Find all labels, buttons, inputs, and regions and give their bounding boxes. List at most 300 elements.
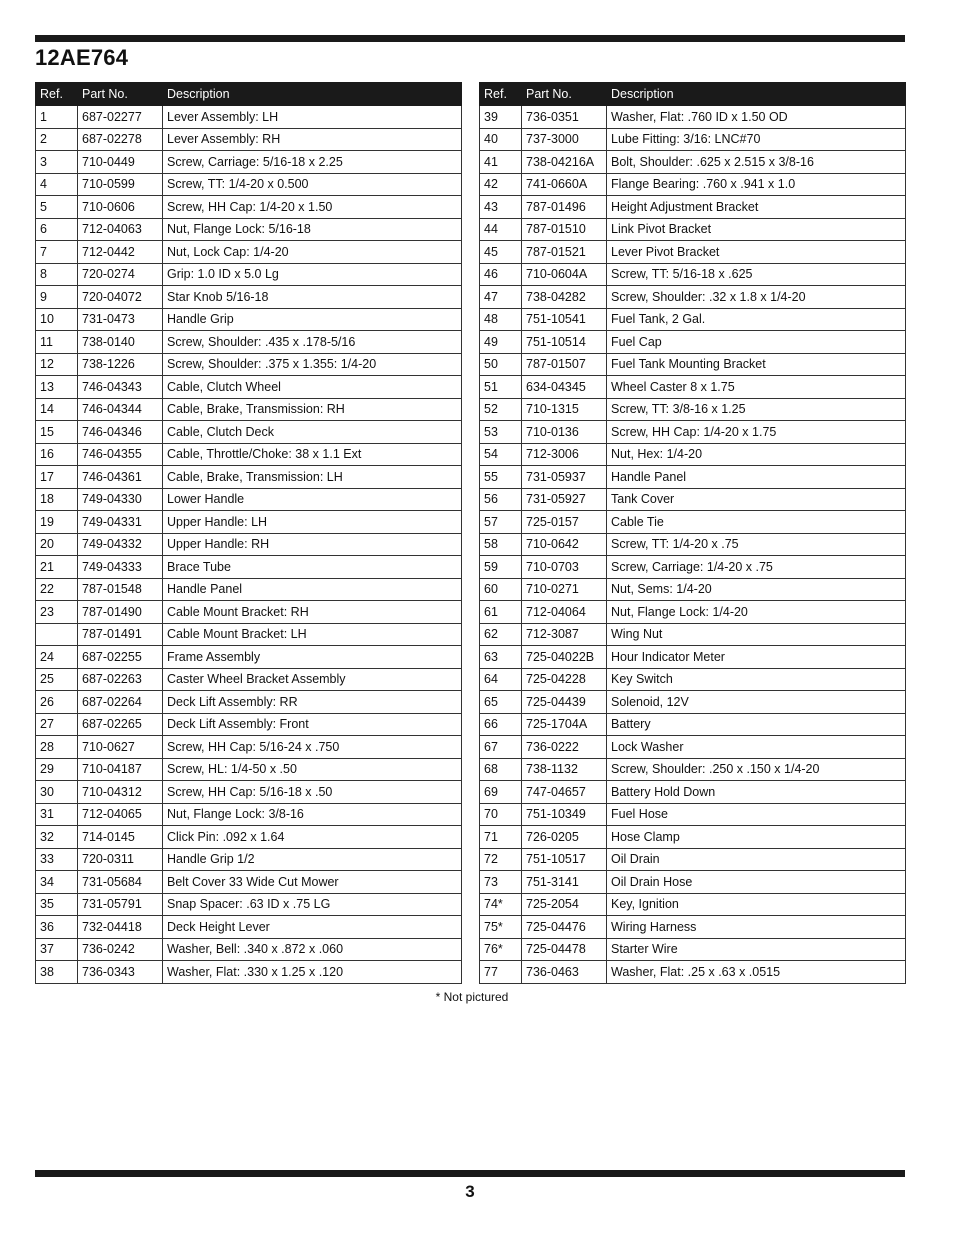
table-row bbox=[480, 466, 906, 489]
part-number-cell: 712-04063 bbox=[78, 218, 163, 241]
ref-cell: 15 bbox=[36, 421, 78, 444]
part-number-cell: 736-0463 bbox=[522, 961, 607, 984]
table-row bbox=[480, 758, 906, 781]
part-number-cell: 738-1132 bbox=[522, 758, 607, 781]
table-row bbox=[36, 173, 462, 196]
header-description: Description bbox=[607, 83, 906, 106]
ref-cell: 4 bbox=[36, 173, 78, 196]
ref-cell: 47 bbox=[480, 286, 522, 309]
part-number-cell: 710-0271 bbox=[522, 578, 607, 601]
part-number-cell: 714-0145 bbox=[78, 826, 163, 849]
description-cell: Fuel Cap bbox=[607, 331, 906, 354]
part-number-cell: 710-0642 bbox=[522, 533, 607, 556]
ref-cell: 39 bbox=[480, 106, 522, 129]
ref-cell: 21 bbox=[36, 556, 78, 579]
ref-cell: 60 bbox=[480, 578, 522, 601]
table-row bbox=[36, 151, 462, 174]
header-part-no: Part No. bbox=[78, 83, 163, 106]
ref-cell: 46 bbox=[480, 263, 522, 286]
description-cell: Fuel Tank, 2 Gal. bbox=[607, 308, 906, 331]
ref-cell: 67 bbox=[480, 736, 522, 759]
part-number-cell: 731-05684 bbox=[78, 871, 163, 894]
part-number-cell: 746-04346 bbox=[78, 421, 163, 444]
part-number-cell: 751-10514 bbox=[522, 331, 607, 354]
description-cell: Lever Assembly: RH bbox=[163, 128, 462, 151]
ref-cell: 56 bbox=[480, 488, 522, 511]
ref-cell: 57 bbox=[480, 511, 522, 534]
ref-cell: 49 bbox=[480, 331, 522, 354]
table-row bbox=[36, 443, 462, 466]
ref-cell: 33 bbox=[36, 848, 78, 871]
part-number-cell: 751-10349 bbox=[522, 803, 607, 826]
table-row bbox=[480, 848, 906, 871]
description-cell: Washer, Flat: .25 x .63 x .0515 bbox=[607, 961, 906, 984]
description-cell: Lever Assembly: LH bbox=[163, 106, 462, 129]
description-cell: Lube Fitting: 3/16: LNC#70 bbox=[607, 128, 906, 151]
part-number-cell: 787-01521 bbox=[522, 241, 607, 264]
table-row bbox=[36, 488, 462, 511]
table-row bbox=[480, 218, 906, 241]
table-header-row bbox=[480, 83, 906, 106]
description-cell: Click Pin: .092 x 1.64 bbox=[163, 826, 462, 849]
description-cell: Fuel Hose bbox=[607, 803, 906, 826]
part-number-cell: 712-0442 bbox=[78, 241, 163, 264]
part-number-cell: 687-02278 bbox=[78, 128, 163, 151]
ref-cell: 50 bbox=[480, 353, 522, 376]
ref-cell: 20 bbox=[36, 533, 78, 556]
part-number-cell: 725-04476 bbox=[522, 916, 607, 939]
table-row bbox=[480, 916, 906, 939]
table-row bbox=[36, 353, 462, 376]
description-cell: Nut, Flange Lock: 5/16-18 bbox=[163, 218, 462, 241]
ref-cell: 6 bbox=[36, 218, 78, 241]
ref-cell: 8 bbox=[36, 263, 78, 286]
table-row bbox=[36, 511, 462, 534]
ref-cell: 1 bbox=[36, 106, 78, 129]
part-number-cell: 731-05937 bbox=[522, 466, 607, 489]
ref-cell: 16 bbox=[36, 443, 78, 466]
description-cell: Grip: 1.0 ID x 5.0 Lg bbox=[163, 263, 462, 286]
description-cell: Screw, TT: 5/16-18 x .625 bbox=[607, 263, 906, 286]
table-row bbox=[480, 533, 906, 556]
ref-cell: 24 bbox=[36, 646, 78, 669]
table-row bbox=[36, 848, 462, 871]
ref-cell: 71 bbox=[480, 826, 522, 849]
table-row bbox=[36, 263, 462, 286]
description-cell: Washer, Bell: .340 x .872 x .060 bbox=[163, 938, 462, 961]
ref-cell: 19 bbox=[36, 511, 78, 534]
description-cell: Cable, Throttle/Choke: 38 x 1.1 Ext bbox=[163, 443, 462, 466]
page-number: 3 bbox=[465, 1182, 475, 1201]
table-row bbox=[36, 128, 462, 151]
part-number-cell: 634-04345 bbox=[522, 376, 607, 399]
part-number-cell: 747-04657 bbox=[522, 781, 607, 804]
ref-cell: 32 bbox=[36, 826, 78, 849]
ref-cell: 52 bbox=[480, 398, 522, 421]
ref-cell: 41 bbox=[480, 151, 522, 174]
description-cell: Screw, HL: 1/4-50 x .50 bbox=[163, 758, 462, 781]
table-row bbox=[480, 578, 906, 601]
part-number-cell: 725-0157 bbox=[522, 511, 607, 534]
description-cell: Link Pivot Bracket bbox=[607, 218, 906, 241]
part-number-cell: 725-04022B bbox=[522, 646, 607, 669]
table-row bbox=[480, 691, 906, 714]
table-row bbox=[480, 736, 906, 759]
description-cell: Washer, Flat: .760 ID x 1.50 OD bbox=[607, 106, 906, 129]
description-cell: Cable, Brake, Transmission: RH bbox=[163, 398, 462, 421]
part-number-cell: 687-02265 bbox=[78, 713, 163, 736]
part-number-cell: 746-04344 bbox=[78, 398, 163, 421]
part-number-cell: 710-0703 bbox=[522, 556, 607, 579]
description-cell: Screw, Carriage: 5/16-18 x 2.25 bbox=[163, 151, 462, 174]
ref-cell: 22 bbox=[36, 578, 78, 601]
part-number-cell: 736-0343 bbox=[78, 961, 163, 984]
table-row bbox=[480, 106, 906, 129]
ref-cell: 2 bbox=[36, 128, 78, 151]
table-row bbox=[36, 398, 462, 421]
ref-cell: 12 bbox=[36, 353, 78, 376]
footnote-not-pictured: * Not pictured bbox=[435, 990, 509, 1004]
ref-cell: 45 bbox=[480, 241, 522, 264]
description-cell: Bolt, Shoulder: .625 x 2.515 x 3/8-16 bbox=[607, 151, 906, 174]
table-row bbox=[480, 646, 906, 669]
table-row bbox=[36, 601, 462, 624]
part-number-cell: 720-0311 bbox=[78, 848, 163, 871]
ref-cell: 75* bbox=[480, 916, 522, 939]
part-number-cell: 687-02277 bbox=[78, 106, 163, 129]
description-cell: Star Knob 5/16-18 bbox=[163, 286, 462, 309]
description-cell: Cable Mount Bracket: RH bbox=[163, 601, 462, 624]
table-row bbox=[480, 331, 906, 354]
description-cell: Key Switch bbox=[607, 668, 906, 691]
description-cell: Lower Handle bbox=[163, 488, 462, 511]
ref-cell: 38 bbox=[36, 961, 78, 984]
part-number-cell: 746-04343 bbox=[78, 376, 163, 399]
description-cell: Screw, Carriage: 1/4-20 x .75 bbox=[607, 556, 906, 579]
ref-cell: 29 bbox=[36, 758, 78, 781]
parts-table-left bbox=[35, 82, 462, 984]
description-cell: Wheel Caster 8 x 1.75 bbox=[607, 376, 906, 399]
ref-cell: 68 bbox=[480, 758, 522, 781]
part-number-cell: 749-04332 bbox=[78, 533, 163, 556]
table-row bbox=[480, 826, 906, 849]
table-header-row bbox=[36, 83, 462, 106]
description-cell: Screw, HH Cap: 5/16-18 x .50 bbox=[163, 781, 462, 804]
ref-cell: 76* bbox=[480, 938, 522, 961]
ref-cell: 66 bbox=[480, 713, 522, 736]
ref-cell: 31 bbox=[36, 803, 78, 826]
table-row bbox=[480, 623, 906, 646]
ref-cell: 27 bbox=[36, 713, 78, 736]
ref-cell: 54 bbox=[480, 443, 522, 466]
description-cell: Battery bbox=[607, 713, 906, 736]
description-cell: Oil Drain bbox=[607, 848, 906, 871]
table-row bbox=[36, 196, 462, 219]
part-number-cell: 749-04330 bbox=[78, 488, 163, 511]
ref-cell: 63 bbox=[480, 646, 522, 669]
part-number-cell: 712-3006 bbox=[522, 443, 607, 466]
table-row bbox=[36, 421, 462, 444]
description-cell: Snap Spacer: .63 ID x .75 LG bbox=[163, 893, 462, 916]
ref-cell: 14 bbox=[36, 398, 78, 421]
table-row bbox=[480, 961, 906, 984]
description-cell: Screw, Shoulder: .32 x 1.8 x 1/4-20 bbox=[607, 286, 906, 309]
part-number-cell: 746-04355 bbox=[78, 443, 163, 466]
part-number-cell: 787-01496 bbox=[522, 196, 607, 219]
ref-cell: 58 bbox=[480, 533, 522, 556]
ref-cell: 25 bbox=[36, 668, 78, 691]
table-row bbox=[36, 758, 462, 781]
table-row bbox=[36, 578, 462, 601]
table-row bbox=[36, 241, 462, 264]
table-row bbox=[36, 106, 462, 129]
table-row bbox=[480, 443, 906, 466]
table-row bbox=[480, 938, 906, 961]
ref-cell: 17 bbox=[36, 466, 78, 489]
table-row bbox=[36, 826, 462, 849]
part-number-cell: 737-3000 bbox=[522, 128, 607, 151]
part-number-cell: 787-01510 bbox=[522, 218, 607, 241]
part-number-cell: 738-04282 bbox=[522, 286, 607, 309]
part-number-cell: 710-0627 bbox=[78, 736, 163, 759]
description-cell: Fuel Tank Mounting Bracket bbox=[607, 353, 906, 376]
table-row bbox=[480, 196, 906, 219]
part-number-cell: 687-02264 bbox=[78, 691, 163, 714]
description-cell: Wiring Harness bbox=[607, 916, 906, 939]
table-row bbox=[36, 781, 462, 804]
description-cell: Nut, Flange Lock: 3/8-16 bbox=[163, 803, 462, 826]
description-cell: Starter Wire bbox=[607, 938, 906, 961]
table-row bbox=[36, 961, 462, 984]
header-description: Description bbox=[163, 83, 462, 106]
table-row bbox=[480, 781, 906, 804]
table-row bbox=[36, 691, 462, 714]
part-number-cell: 751-3141 bbox=[522, 871, 607, 894]
table-row bbox=[36, 623, 462, 646]
description-cell: Handle Grip bbox=[163, 308, 462, 331]
description-cell: Frame Assembly bbox=[163, 646, 462, 669]
description-cell: Nut, Hex: 1/4-20 bbox=[607, 443, 906, 466]
ref-cell: 77 bbox=[480, 961, 522, 984]
ref-cell: 10 bbox=[36, 308, 78, 331]
ref-cell: 7 bbox=[36, 241, 78, 264]
part-number-cell: 726-0205 bbox=[522, 826, 607, 849]
part-number-cell: 736-0222 bbox=[522, 736, 607, 759]
model-title: 12AE764 bbox=[35, 45, 129, 70]
description-cell: Deck Lift Assembly: Front bbox=[163, 713, 462, 736]
table-row bbox=[480, 376, 906, 399]
description-cell: Deck Lift Assembly: RR bbox=[163, 691, 462, 714]
description-cell: Cable, Brake, Transmission: LH bbox=[163, 466, 462, 489]
table-row bbox=[36, 938, 462, 961]
table-row bbox=[480, 893, 906, 916]
description-cell: Brace Tube bbox=[163, 556, 462, 579]
part-number-cell: 731-0473 bbox=[78, 308, 163, 331]
description-cell: Wing Nut bbox=[607, 623, 906, 646]
ref-cell: 43 bbox=[480, 196, 522, 219]
table-row bbox=[36, 376, 462, 399]
table-row bbox=[480, 421, 906, 444]
table-row bbox=[480, 668, 906, 691]
table-row bbox=[36, 916, 462, 939]
part-number-cell: 749-04333 bbox=[78, 556, 163, 579]
part-number-cell: 720-04072 bbox=[78, 286, 163, 309]
table-row bbox=[36, 331, 462, 354]
description-cell: Battery Hold Down bbox=[607, 781, 906, 804]
table-row bbox=[480, 398, 906, 421]
table-row bbox=[36, 736, 462, 759]
description-cell: Deck Height Lever bbox=[163, 916, 462, 939]
table-row bbox=[36, 286, 462, 309]
description-cell: Cable Tie bbox=[607, 511, 906, 534]
part-number-cell: 725-2054 bbox=[522, 893, 607, 916]
description-cell: Screw, TT: 1/4-20 x 0.500 bbox=[163, 173, 462, 196]
table-row bbox=[36, 556, 462, 579]
ref-cell: 34 bbox=[36, 871, 78, 894]
part-number-cell: 741-0660A bbox=[522, 173, 607, 196]
table-row bbox=[480, 308, 906, 331]
part-number-cell: 687-02263 bbox=[78, 668, 163, 691]
table-row bbox=[480, 713, 906, 736]
ref-cell: 51 bbox=[480, 376, 522, 399]
part-number-cell: 736-0242 bbox=[78, 938, 163, 961]
description-cell: Caster Wheel Bracket Assembly bbox=[163, 668, 462, 691]
part-number-cell: 710-04187 bbox=[78, 758, 163, 781]
description-cell: Cable, Clutch Deck bbox=[163, 421, 462, 444]
table-row bbox=[480, 488, 906, 511]
ref-cell: 13 bbox=[36, 376, 78, 399]
description-cell: Screw, HH Cap: 5/16-24 x .750 bbox=[163, 736, 462, 759]
part-number-cell: 712-04064 bbox=[522, 601, 607, 624]
description-cell: Solenoid, 12V bbox=[607, 691, 906, 714]
table-row bbox=[480, 151, 906, 174]
table-row bbox=[480, 241, 906, 264]
table-row bbox=[480, 556, 906, 579]
part-number-cell: 710-0136 bbox=[522, 421, 607, 444]
part-number-cell: 751-10541 bbox=[522, 308, 607, 331]
bottom-rule bbox=[35, 1170, 905, 1177]
table-row bbox=[36, 803, 462, 826]
part-number-cell: 710-0449 bbox=[78, 151, 163, 174]
header-part-no: Part No. bbox=[522, 83, 607, 106]
description-cell: Tank Cover bbox=[607, 488, 906, 511]
table-row bbox=[36, 646, 462, 669]
ref-cell: 30 bbox=[36, 781, 78, 804]
part-number-cell: 712-3087 bbox=[522, 623, 607, 646]
ref-cell: 59 bbox=[480, 556, 522, 579]
ref-cell: 69 bbox=[480, 781, 522, 804]
description-cell: Oil Drain Hose bbox=[607, 871, 906, 894]
description-cell: Upper Handle: LH bbox=[163, 511, 462, 534]
ref-cell: 3 bbox=[36, 151, 78, 174]
part-number-cell: 751-10517 bbox=[522, 848, 607, 871]
ref-cell: 11 bbox=[36, 331, 78, 354]
ref-cell: 9 bbox=[36, 286, 78, 309]
ref-cell: 74* bbox=[480, 893, 522, 916]
description-cell: Hose Clamp bbox=[607, 826, 906, 849]
table-row bbox=[36, 713, 462, 736]
description-cell: Handle Panel bbox=[163, 578, 462, 601]
table-row bbox=[480, 601, 906, 624]
description-cell: Screw, HH Cap: 1/4-20 x 1.50 bbox=[163, 196, 462, 219]
part-number-cell: 731-05791 bbox=[78, 893, 163, 916]
description-cell: Washer, Flat: .330 x 1.25 x .120 bbox=[163, 961, 462, 984]
header-ref: Ref. bbox=[36, 83, 78, 106]
table-row bbox=[480, 128, 906, 151]
ref-cell: 64 bbox=[480, 668, 522, 691]
ref-cell: 36 bbox=[36, 916, 78, 939]
header-ref: Ref. bbox=[480, 83, 522, 106]
table-row bbox=[36, 893, 462, 916]
part-number-cell: 725-1704A bbox=[522, 713, 607, 736]
ref-cell: 40 bbox=[480, 128, 522, 151]
table-row bbox=[36, 533, 462, 556]
part-number-cell: 725-04439 bbox=[522, 691, 607, 714]
part-number-cell: 710-0604A bbox=[522, 263, 607, 286]
part-number-cell: 787-01548 bbox=[78, 578, 163, 601]
ref-cell: 28 bbox=[36, 736, 78, 759]
ref-cell: 72 bbox=[480, 848, 522, 871]
ref-cell: 73 bbox=[480, 871, 522, 894]
table-row bbox=[36, 668, 462, 691]
parts-table-right bbox=[479, 82, 906, 984]
description-cell: Screw, TT: 3/8-16 x 1.25 bbox=[607, 398, 906, 421]
ref-cell: 53 bbox=[480, 421, 522, 444]
table-row bbox=[36, 218, 462, 241]
description-cell: Screw, TT: 1/4-20 x .75 bbox=[607, 533, 906, 556]
ref-cell: 26 bbox=[36, 691, 78, 714]
description-cell: Screw, Shoulder: .435 x .178-5/16 bbox=[163, 331, 462, 354]
table-row bbox=[36, 308, 462, 331]
part-number-cell: 731-05927 bbox=[522, 488, 607, 511]
part-number-cell: 710-0606 bbox=[78, 196, 163, 219]
description-cell: Lock Washer bbox=[607, 736, 906, 759]
table-row bbox=[36, 871, 462, 894]
ref-cell: 48 bbox=[480, 308, 522, 331]
description-cell: Nut, Sems: 1/4-20 bbox=[607, 578, 906, 601]
description-cell: Nut, Lock Cap: 1/4-20 bbox=[163, 241, 462, 264]
description-cell: Belt Cover 33 Wide Cut Mower bbox=[163, 871, 462, 894]
part-number-cell: 787-01490 bbox=[78, 601, 163, 624]
ref-cell: 44 bbox=[480, 218, 522, 241]
ref-cell: 18 bbox=[36, 488, 78, 511]
part-number-cell: 720-0274 bbox=[78, 263, 163, 286]
description-cell: Handle Panel bbox=[607, 466, 906, 489]
ref-cell: 37 bbox=[36, 938, 78, 961]
table-row bbox=[480, 803, 906, 826]
description-cell: Cable, Clutch Wheel bbox=[163, 376, 462, 399]
table-row bbox=[480, 173, 906, 196]
ref-cell: 65 bbox=[480, 691, 522, 714]
description-cell: Screw, HH Cap: 1/4-20 x 1.75 bbox=[607, 421, 906, 444]
description-cell: Height Adjustment Bracket bbox=[607, 196, 906, 219]
ref-cell: 62 bbox=[480, 623, 522, 646]
part-number-cell: 749-04331 bbox=[78, 511, 163, 534]
ref-cell: 42 bbox=[480, 173, 522, 196]
ref-cell: 23 bbox=[36, 601, 78, 624]
description-cell: Flange Bearing: .760 x .941 x 1.0 bbox=[607, 173, 906, 196]
part-number-cell: 787-01507 bbox=[522, 353, 607, 376]
description-cell: Upper Handle: RH bbox=[163, 533, 462, 556]
description-cell: Hour Indicator Meter bbox=[607, 646, 906, 669]
description-cell: Lever Pivot Bracket bbox=[607, 241, 906, 264]
ref-cell bbox=[36, 623, 78, 646]
description-cell: Handle Grip 1/2 bbox=[163, 848, 462, 871]
part-number-cell: 710-1315 bbox=[522, 398, 607, 421]
ref-cell: 70 bbox=[480, 803, 522, 826]
ref-cell: 55 bbox=[480, 466, 522, 489]
table-row bbox=[480, 353, 906, 376]
